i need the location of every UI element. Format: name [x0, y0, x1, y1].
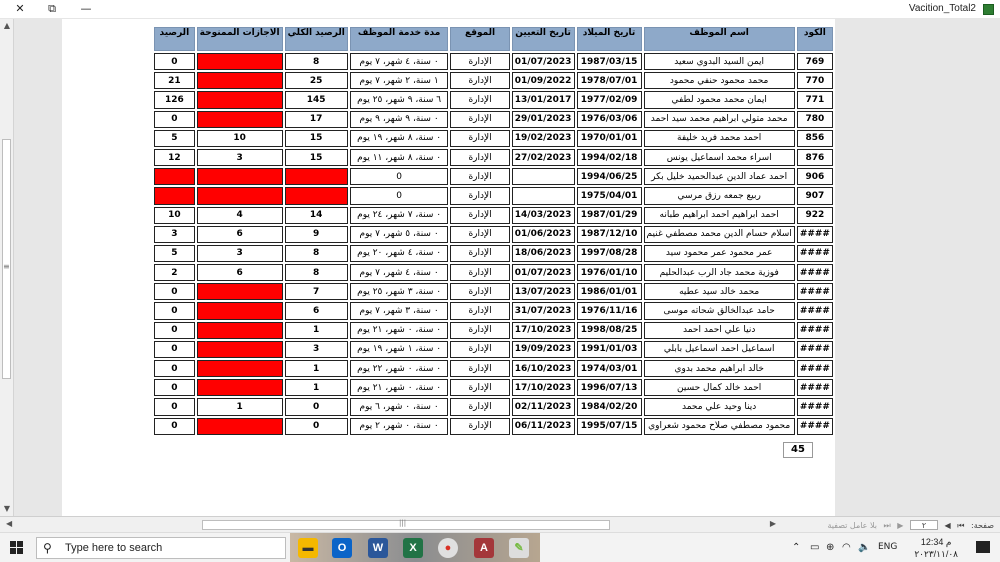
cell-birth-date: 1987/01/29: [577, 207, 642, 224]
table-row: [154, 398, 833, 415]
table-row: [154, 379, 833, 396]
cell-total-balance: 25: [285, 72, 348, 89]
cell-code: ####: [797, 226, 833, 243]
table-row: [154, 53, 833, 70]
cell-birth-date: 1994/02/18: [577, 149, 642, 166]
cell-code: 876: [797, 149, 833, 166]
cell-hire-date: [512, 168, 575, 185]
cell-employee-name: ايمان محمد محمود لطفي: [644, 91, 795, 108]
cell-birth-date: 1984/02/20: [577, 398, 642, 415]
windows-taskbar: [0, 532, 1000, 562]
cell-hire-date: 19/09/2023: [512, 341, 575, 358]
table-row: [154, 322, 833, 339]
cell-location: الإدارة: [450, 418, 509, 435]
window-title: Vacition_Total2: [908, 3, 976, 14]
cell-service: ٠ سنة، ٤ شهر، ٢٠ يوم: [350, 245, 449, 262]
cell-code: ####: [797, 322, 833, 339]
cell-code: 770: [797, 72, 833, 89]
cell-balance: 10: [154, 207, 195, 224]
cell-balance: 0: [154, 302, 195, 319]
record-navigator: [790, 520, 996, 532]
cell-total-balance: 6: [285, 302, 348, 319]
scroll-left-icon[interactable]: ◀: [6, 519, 13, 528]
employee-vacation-table: [152, 25, 835, 437]
header-code: الكود: [797, 27, 833, 51]
header-granted: الاجازات الممنوحة: [197, 27, 283, 51]
cell-birth-date: 1974/03/01: [577, 360, 642, 377]
cell-employee-name: دنيا علي احمد احمد: [644, 322, 795, 339]
scroll-grip-icon: ≡: [3, 262, 10, 271]
cell-service: ٠ سنة، ٥ شهر، ٧ يوم: [350, 226, 449, 243]
clock[interactable]: [914, 536, 958, 560]
cell-employee-name: اسماعيل احمد اسماعيل بابلي: [644, 341, 795, 358]
cell-birth-date: 1996/07/13: [577, 379, 642, 396]
cell-granted: 3: [197, 149, 283, 166]
cell-location: الإدارة: [450, 264, 509, 281]
cell-service: ١ سنة، ٢ شهر، ٧ يوم: [350, 72, 449, 89]
cell-location: الإدارة: [450, 91, 509, 108]
excel-app-icon: [983, 4, 994, 15]
cell-birth-date: 1976/03/06: [577, 111, 642, 128]
scroll-up-icon[interactable]: ▲: [3, 21, 11, 30]
cell-location: الإدارة: [450, 168, 509, 185]
cell-balance: 0: [154, 53, 195, 70]
search-icon: ⚲: [43, 541, 52, 555]
cell-total-balance: 0: [285, 418, 348, 435]
cell-location: الإدارة: [450, 187, 509, 204]
right-margin-panel: [835, 19, 1000, 516]
cell-total-balance: [285, 187, 348, 204]
scroll-grip-icon: |||: [399, 519, 407, 527]
cell-location: الإدارة: [450, 322, 509, 339]
cell-granted: [197, 91, 283, 108]
cell-employee-name: اسلام حسام الدين محمد مصطفي غنيم: [644, 226, 795, 243]
cell-service: ٠ سنة، ٤ شهر، ٧ يوم: [350, 53, 449, 70]
cell-code: ####: [797, 379, 833, 396]
cell-service: ٠ سنة، ١ شهر، ١٩ يوم: [350, 341, 449, 358]
cell-employee-name: محمد خالد سيد عطيه: [644, 283, 795, 300]
cell-service: ٠ سنة، ٣ شهر، ٢٥ يوم: [350, 283, 449, 300]
table-row: [154, 187, 833, 204]
nav-first-icon[interactable]: ⏮: [957, 521, 965, 530]
cell-balance: 126: [154, 91, 195, 108]
cell-service: ٦ سنة، ٩ شهر، ٢٥ يوم: [350, 91, 449, 108]
cell-employee-name: حامد عبدالخالق شحاته موسى: [644, 302, 795, 319]
cell-granted: 6: [197, 264, 283, 281]
cell-birth-date: 1997/08/28: [577, 245, 642, 262]
cell-code: 771: [797, 91, 833, 108]
cell-location: الإدارة: [450, 130, 509, 147]
header-balance: الرصيد: [154, 27, 195, 51]
cell-granted: [197, 283, 283, 300]
cell-birth-date: 1976/11/16: [577, 302, 642, 319]
cell-balance: 12: [154, 149, 195, 166]
cell-granted: [197, 379, 283, 396]
cell-balance: 21: [154, 72, 195, 89]
cell-hire-date: 14/03/2023: [512, 207, 575, 224]
cell-balance: [154, 168, 195, 185]
cell-location: الإدارة: [450, 398, 509, 415]
cell-hire-date: 13/07/2023: [512, 283, 575, 300]
cell-birth-date: 1995/07/15: [577, 418, 642, 435]
nav-next-icon[interactable]: ▶: [897, 521, 904, 530]
vertical-scrollbar[interactable]: [0, 19, 14, 516]
language-indicator[interactable]: ENG: [878, 542, 898, 552]
cell-birth-date: 1976/01/10: [577, 264, 642, 281]
volume-icon[interactable]: 🔈: [858, 542, 871, 553]
cell-total-balance: 9: [285, 226, 348, 243]
cell-birth-date: 1977/02/09: [577, 91, 642, 108]
scroll-right-icon[interactable]: ▶: [769, 519, 776, 528]
cell-employee-name: احمد خالد كمال حسين: [644, 379, 795, 396]
cell-service: ٠ سنة، ٠ شهر، ٢ يوم: [350, 418, 449, 435]
cell-total-balance: 15: [285, 149, 348, 166]
battery-icon[interactable]: ▭: [810, 542, 820, 553]
cell-total-balance: [285, 168, 348, 185]
cell-total-balance: 1: [285, 322, 348, 339]
cell-birth-date: 1994/06/25: [577, 168, 642, 185]
report-page: [62, 19, 835, 516]
header-hire-date: تاريخ التعيين: [512, 27, 575, 51]
cell-code: ####: [797, 264, 833, 281]
cell-employee-name: اسراء محمد اسماعيل يونس: [644, 149, 795, 166]
cell-total-balance: 1: [285, 379, 348, 396]
cell-location: الإدارة: [450, 379, 509, 396]
table-row: [154, 168, 833, 185]
cell-hire-date: 02/11/2023: [512, 398, 575, 415]
table-row: [154, 341, 833, 358]
notification-icon[interactable]: [976, 541, 990, 553]
cell-birth-date: 1987/12/10: [577, 226, 642, 243]
cell-service: ٠ سنة، ٩ شهر، ٩ يوم: [350, 111, 449, 128]
word-icon[interactable]: W: [368, 538, 388, 558]
cell-total-balance: 0: [285, 398, 348, 415]
table-row: [154, 91, 833, 108]
table-row: [154, 264, 833, 281]
cell-code: 780: [797, 111, 833, 128]
access-icon[interactable]: A: [474, 538, 494, 558]
cell-hire-date: 29/01/2023: [512, 111, 575, 128]
cell-location: الإدارة: [450, 302, 509, 319]
cell-balance: 0: [154, 360, 195, 377]
cell-balance: 0: [154, 283, 195, 300]
cell-service: ٠ سنة، ٨ شهر، ١١ يوم: [350, 149, 449, 166]
cell-location: الإدارة: [450, 341, 509, 358]
cell-hire-date: 01/06/2023: [512, 226, 575, 243]
cell-location: الإدارة: [450, 226, 509, 243]
cell-location: الإدارة: [450, 207, 509, 224]
cell-granted: [197, 360, 283, 377]
table-row: [154, 360, 833, 377]
cell-balance: 3: [154, 226, 195, 243]
cell-employee-name: خالد ابراهيم محمد بدوي: [644, 360, 795, 377]
table-header-row: [154, 27, 833, 51]
cell-code: ####: [797, 398, 833, 415]
cell-code: ####: [797, 283, 833, 300]
cell-birth-date: 1987/03/15: [577, 53, 642, 70]
header-total-balance: الرصيد الكلي: [285, 27, 348, 51]
cell-total-balance: 8: [285, 245, 348, 262]
cell-granted: [197, 341, 283, 358]
cell-balance: 0: [154, 111, 195, 128]
cell-granted: [197, 53, 283, 70]
table-row: [154, 245, 833, 262]
cell-granted: 6: [197, 226, 283, 243]
close-icon[interactable]: ✕: [15, 2, 25, 15]
cell-hire-date: 17/10/2023: [512, 322, 575, 339]
cell-location: الإدارة: [450, 53, 509, 70]
cell-hire-date: 01/07/2023: [512, 53, 575, 70]
cell-granted: 3: [197, 245, 283, 262]
cell-hire-date: 01/09/2022: [512, 72, 575, 89]
cell-granted: 10: [197, 130, 283, 147]
cell-employee-name: ايمن السيد البدوي سعيد: [644, 53, 795, 70]
cell-total-balance: 145: [285, 91, 348, 108]
cell-total-balance: 14: [285, 207, 348, 224]
excel-icon[interactable]: X: [403, 538, 423, 558]
cell-balance: 0: [154, 341, 195, 358]
cell-total-balance: 8: [285, 53, 348, 70]
cell-service: ٠ سنة، ٠ شهر، ٢١ يوم: [350, 379, 449, 396]
cell-service: 0: [350, 187, 449, 204]
minimize-icon[interactable]: —: [80, 2, 92, 15]
cell-employee-name: فوزية محمد جاد الرب عبدالحليم: [644, 264, 795, 281]
cell-granted: [197, 72, 283, 89]
cell-granted: [197, 187, 283, 204]
cell-location: الإدارة: [450, 149, 509, 166]
cell-code: 907: [797, 187, 833, 204]
cell-total-balance: 7: [285, 283, 348, 300]
header-birth-date: تاريخ الميلاد: [577, 27, 642, 51]
horizontal-scrollbar[interactable]: [6, 519, 776, 531]
cell-total-balance: 1: [285, 360, 348, 377]
cell-code: 769: [797, 53, 833, 70]
windows-start-icon[interactable]: [10, 541, 24, 555]
cell-location: الإدارة: [450, 72, 509, 89]
title-bar: [0, 0, 1000, 19]
cell-balance: 5: [154, 130, 195, 147]
cell-hire-date: 06/11/2023: [512, 418, 575, 435]
cell-birth-date: 1975/04/01: [577, 187, 642, 204]
cell-hire-date: 27/02/2023: [512, 149, 575, 166]
table-row: [154, 418, 833, 435]
table-row: [154, 302, 833, 319]
scroll-down-icon[interactable]: ▼: [3, 504, 11, 513]
cell-balance: 0: [154, 379, 195, 396]
file-explorer-icon[interactable]: ▬: [298, 538, 318, 558]
vertical-scroll-thumb[interactable]: [2, 139, 11, 379]
table-row: [154, 207, 833, 224]
cell-hire-date: [512, 187, 575, 204]
cell-service: ٠ سنة، ٣ شهر، ٧ يوم: [350, 302, 449, 319]
cell-hire-date: 17/10/2023: [512, 379, 575, 396]
cell-code: 922: [797, 207, 833, 224]
cell-granted: 1: [197, 398, 283, 415]
cell-service: ٠ سنة، ٧ شهر، ٢٤ يوم: [350, 207, 449, 224]
cell-code: 856: [797, 130, 833, 147]
cell-balance: 0: [154, 398, 195, 415]
restore-icon[interactable]: ⧉: [48, 2, 56, 15]
cell-birth-date: 1986/01/01: [577, 283, 642, 300]
cell-hire-date: 19/02/2023: [512, 130, 575, 147]
taskbar-apps: [290, 533, 540, 562]
cell-balance: 2: [154, 264, 195, 281]
cell-code: ####: [797, 302, 833, 319]
cell-balance: 0: [154, 322, 195, 339]
header-service: مدة خدمة الموظف: [350, 27, 449, 51]
table-row: [154, 72, 833, 89]
cell-total-balance: 15: [285, 130, 348, 147]
cell-birth-date: 1991/01/03: [577, 341, 642, 358]
cell-employee-name: احمد عماد الدين عبدالحميد خليل بكر: [644, 168, 795, 185]
cell-location: الإدارة: [450, 360, 509, 377]
cell-employee-name: احمد محمد فريد خليفة: [644, 130, 795, 147]
cell-hire-date: 16/10/2023: [512, 360, 575, 377]
cell-employee-name: محمود مصطفي صلاح محمود شعراوي: [644, 418, 795, 435]
header-location: الموقع: [450, 27, 509, 51]
cell-service: ٠ سنة، ٤ شهر، ٧ يوم: [350, 264, 449, 281]
cell-employee-name: دينا وحيد علي محمد: [644, 398, 795, 415]
cell-code: ####: [797, 418, 833, 435]
cell-birth-date: 1970/01/01: [577, 130, 642, 147]
nav-last-icon[interactable]: ⏭: [883, 521, 891, 530]
cell-code: ####: [797, 245, 833, 262]
table-body: [154, 53, 833, 435]
total-count: 45: [783, 442, 813, 458]
cell-hire-date: 01/07/2023: [512, 264, 575, 281]
table-row: [154, 111, 833, 128]
cell-total-balance: 17: [285, 111, 348, 128]
cell-balance: [154, 187, 195, 204]
table-row: [154, 283, 833, 300]
outlook-icon[interactable]: O: [332, 538, 352, 558]
cell-service: ٠ سنة، ٠ شهر، ٢٢ يوم: [350, 360, 449, 377]
cell-balance: 0: [154, 418, 195, 435]
chrome-icon[interactable]: ●: [438, 538, 458, 558]
cell-location: الإدارة: [450, 245, 509, 262]
clock-date: ٢٠٢٣/١١/٠٨: [914, 549, 958, 559]
cell-granted: [197, 302, 283, 319]
cell-hire-date: 18/06/2023: [512, 245, 575, 262]
cell-employee-name: احمد ابراهيم احمد ابراهيم طبانه: [644, 207, 795, 224]
cell-code: 906: [797, 168, 833, 185]
search-placeholder: Type here to search: [65, 542, 163, 554]
cell-employee-name: محمد محمود حنفي محمود: [644, 72, 795, 89]
status-bar: [0, 516, 1000, 532]
cell-location: الإدارة: [450, 283, 509, 300]
filter-status[interactable]: بلا عامل تصفية: [827, 521, 877, 530]
table-row: [154, 130, 833, 147]
clock-time: 12:34 م: [920, 537, 952, 547]
cell-birth-date: 1978/07/01: [577, 72, 642, 89]
nav-prev-icon[interactable]: ◀: [944, 521, 951, 530]
paint-icon[interactable]: ✎: [509, 538, 529, 558]
cell-code: ####: [797, 341, 833, 358]
table-row: [154, 149, 833, 166]
table-row: [154, 226, 833, 243]
cell-employee-name: عمر محمود عمر محمود سيد: [644, 245, 795, 262]
wifi-icon[interactable]: ◠: [842, 542, 851, 553]
cell-granted: [197, 168, 283, 185]
page-number-input[interactable]: ٢: [910, 520, 938, 530]
cell-birth-date: 1998/08/25: [577, 322, 642, 339]
page-label: صفحة:: [971, 521, 994, 530]
cell-employee-name: محمد متولي ابراهيم محمد سيد احمد: [644, 111, 795, 128]
cell-granted: 4: [197, 207, 283, 224]
cell-hire-date: 31/07/2023: [512, 302, 575, 319]
cell-service: 0: [350, 168, 449, 185]
header-employee-name: اسم الموظف: [644, 27, 795, 51]
cell-total-balance: 3: [285, 341, 348, 358]
cell-employee-name: ربيع جمعه رزق مرسي: [644, 187, 795, 204]
tray-chevron-icon[interactable]: ⌃: [792, 542, 801, 553]
cell-balance: 5: [154, 245, 195, 262]
cell-granted: [197, 322, 283, 339]
cell-hire-date: 13/01/2017: [512, 91, 575, 108]
cell-service: ٠ سنة، ٠ شهر، ٦ يوم: [350, 398, 449, 415]
security-icon[interactable]: ⊕: [826, 542, 835, 553]
cell-service: ٠ سنة، ٨ شهر، ١٩ يوم: [350, 130, 449, 147]
cell-granted: [197, 418, 283, 435]
taskbar-search-box[interactable]: [36, 537, 286, 559]
system-tray: [790, 533, 990, 562]
cell-granted: [197, 111, 283, 128]
cell-service: ٠ سنة، ٠ شهر، ٢١ يوم: [350, 322, 449, 339]
cell-code: ####: [797, 360, 833, 377]
cell-total-balance: 8: [285, 264, 348, 281]
cell-location: الإدارة: [450, 111, 509, 128]
